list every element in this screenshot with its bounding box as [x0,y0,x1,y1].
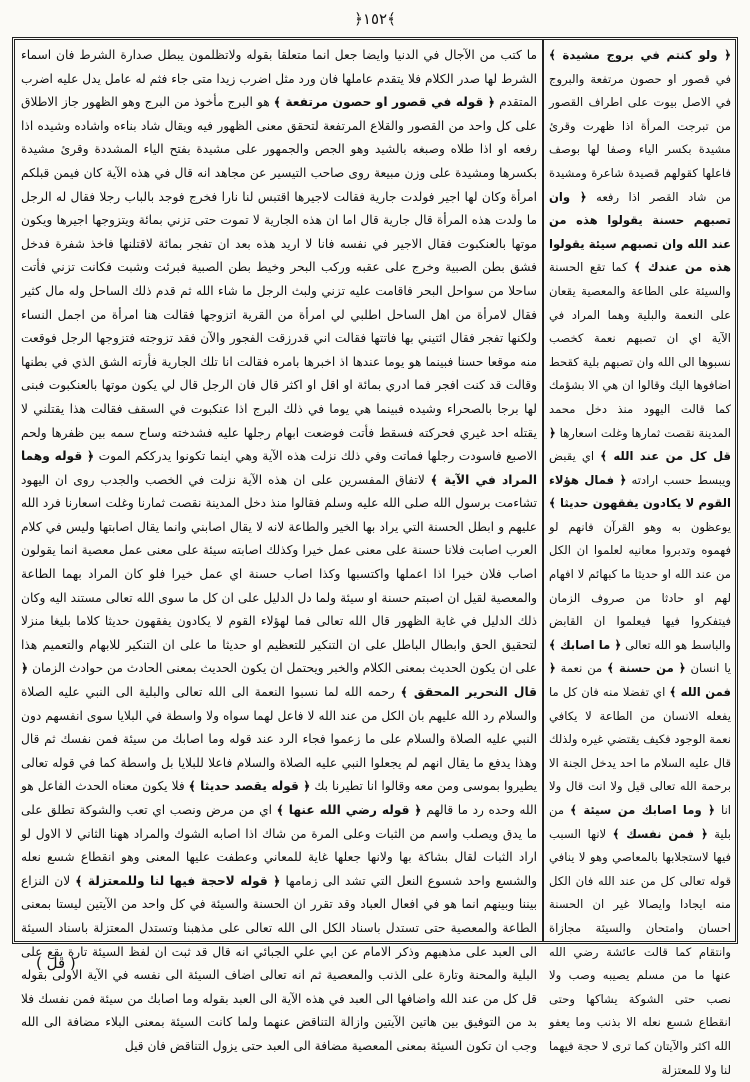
commentary-paragraph: ما كتب من الآجال في الدنيا وايضا جعل انما متعلقا بقوله ولاتظلمون يبطل صدارة الشرط فان اسماء الشرط لها صدر الكلام فلا يتقدم عاملها فان ورد مثل اضرب زيدا متى جاء فثم له عامل يدل عليه اضرب المتقدم ﴿ قوله في قصور او حصون مرتفعة ﴾ هو البرج مأخوذ من البرج وهو الظهور جاز الاطلاق على كل واحد من القصور والقلاع المرتفعة لتحقق معنى الظهور فيه ويقال شاد بناءه واشاده وشيده اذا رفعه او اذا طلاه وصبغه بالشيد وهو الجص والجمهور على مشيدة بفتح الياء المشددة وقرئ مشيدة بكسرها ومشيدة على وزن مبيعة روى صاحب التيسير عن مجاهد انه قال في هذه الآية كان فيمن قبلكم امرأة وكان لها اجير فولدت جارية فقالت لاجيرها اقتبس لنا نارا فخرج فوجد بالباب رجلا فقال له الرجل ما ولدت هذه المرأة قال جارية قال اما ان هذه الجارية لا تموت حتى تزني بمائة ويتزوجها اجيرها ويكون موتها بالعنكبوت فقال الاجير في نفسه فانا لا اريد هذه بعد ان تفجر بمائة لاقتلنها فاخذ شفرة فدخل فشق بطن الصبية وخرج على عقبه وركب البحر وخيط بطن الصبية فبرئت وشبت فكانت تزني فأتت ساحلا من سواحل البحر فاقامت عليه تزني ولبث الرجل ما شاء الله ثم قدم ذلك الساحل وله مال كثير فقال لامرأة من اهل الساحل اطلبي لي امرأة من القرية اتزوجها فقالت هنا امرأة من اجمل النساء ولكنها تفجر فقال ائتيني بها فاتتها فقالت اني قدرزقت الفجور والآن فقد تزوجته فتزوجها الرجل فوقعت منه موقعا حسنا فبينما هو يوما عندها اذ اخبرها بامره فقالت انا تلك الجارية فأرته الشق الذي في بطنها وقالت قد كنت افجر فما ادري بمائة او اقل او اكثر قال فان الرجل قال لي يكون موتها بالعنكبوت فبنى لها برجا بالصحراء وشيده فبينما هي يوما في ذلك البرج اذا عنكبوت في السقف فقالت هذا يقتلني لا يقتله احد غيري فحركته فسقط فأتت فوضعت ابهام رجلها عليه فشدخته وساح سمه بين ظفرها ولحم الاصبع فاسودت رجلها فماتت وفي ذلك نزلت هذه الآية وهي اينما تكونوا يدرككم الموت ﴿ قوله وهما المراد في الآية ﴾ لاتفاق المفسرين على ان هذه الآية نزلت في الخصب والجدب روى ان اليهود تشاءمت برسول الله صلى الله عليه وسلم فقالوا منذ دخل المدينة نقصت ثمارنا وغلت اسعارنا فرد الله عليهم و ابطل الحسنة التي يراد بها الخير والطاعة لانه لا يقال اصابني وانما يقال اصابتها وليس في كلام العرب اصابت فلانا حسنة على معنى عمل خيرا وكذلك اصابته سيئة على معنى عمل معصية انما يقولون اصاب فلان خيرا اذا اعملها واكتسبها وكذا اصاب حسنة اي عمل خيرا فلو كان المراد بهما الطاعة والمعصية لقيل ان اصبتم حسنة او سيئة ولما دل الدليل على ان كل ما سوى الله تعالى مستند اليه وكان ذلك الدليل في غاية الظهور قال الله تعالى فما لهؤلاء القوم لا يكادون يفقهون حديثا كلاما بليغا منزلا لتحقيق الحق وابطال الباطل على ان التنكير للتعظيم او حديثا ما على ان التنكير للابهام والتعميم هذا على ان يكون الحديث بمعنى الكلام والخبر ويحتمل ان يكون الحديث بمعنى الحادث من حوادث الزمان ﴿ قال النحرير المحقق ﴾ رحمه الله لما نسبوا النعمة الى الله تعالى والبلية الى النبي عليه الصلاة والسلام رد الله عليهم بان الكل من عند الله لا فاعل لهما سواه ولا واسطة في البلايا سوى انفسهم دون النبي عليه الصلاة والسلام على ما زعموا فجاء الرد عند قوله وما اصابك من سيئة فمن نفسك ثم قال وهذا يدفع ما يقال انهم لم يجعلوا النبي عليه الصلاة والسلام فاعلا للبلايا بل واسطة كما في قوله تعالى يطيروا بموسى ومن معه وقالوا انا تطيرنا بك ﴿ قوله يقصد حديثا ﴾ فلا يكون معناه الحدث الفاعل هو الله وحده رد ما قالهم ﴿ قوله رضي الله عنها ﴾ اي من مرض ونصب اي تعب والشوكة تطلق على ما يدق ويصلب واسم من الثبات وعلى المرة من شاك اذا اصابه الشوك والمراد ههنا الثاني لا الاول لو اراد الثبات لقال بشاكة بها ولانها جعلها غاية للمعاني وعطفت عليها المعنى وهو انقطاع شسع نعله والشسع واحد شسوع النعل التي تشد الى زمامها ﴿ قوله لاحجة فيها لنا وللمعتزلة ﴾ لان النزاع بيننا وبينهم انما هو في افعال العباد وقد تقرر ان الحسنة والسيئة في كل واحد من الآيتين ليستا بمعنى الطاعة والمعصية حتى تستدل باسناد الكل الى الله تعالى على مذهبنا وتستدل المعتزلة باسناد السيئة الى العبد على مذهبهم وذكر الامام عن ابي علي الجبائي انه قال قد ثبت ان لفظ السيئة تارة يقع على البلية والمحنة وتارة على الذنب والمعصية ثم انه تعالى اضاف السيئة الى نفسه في الآية الاولى بقوله قل كل من عند الله واضافها الى العبد في هذه الآية الى العبد بقوله وما اصابك من سيئة فمن نفسك فلا بد من التوفيق بين هاتين الآيتين وازالة التناقض عنهما ولما كانت السيئة بمعنى البلاء مضافة الى الله وجب ان تكون السيئة بمعنى المعصية مضافة الى العبد حتى يزول التناقض فان قيل [21,48,538,1053]
page-frame [12,37,738,1077]
column-divider [542,40,544,941]
commentary-column [21,44,538,1053]
page-number: ﴿١٥٢﴾ [354,10,396,28]
tafsir-paragraph: ﴿ ولو كنتم في بروج مشيدة ﴾ في قصور او حصون مرتفعة والبروج في الاصل بيوت على اطراف القصور من تبرجت المرأة اذا ظهرت وقرئ مشيدة بكسر الياء وصفا لها بوصف فاعلها كقولهم قصيدة شاعرة ومشيدة من شاد القصر اذا رفعه ﴿ وان تصبهم حسنة يقولوا هذه من عند الله وان تصبهم سيئة يقولوا هذه من عندك ﴾ كما تقع الحسنة والسيئة على الطاعة والمعصية يقعان على النعمة والبلية وهما المراد في الآية اي ان تصبهم نعمة كخصب نسبوها الى الله وان تصبهم بلية كقحط اضافوها اليك وقالوا ان هي الا بشؤمك كما قالت اليهود منذ دخل محمد المدينة نقصت ثمارها وغلت اسعارها ﴿ قل كل من عند الله ﴾ اي يقبض ويبسط حسب ارادته ﴿ فمال هؤلاء القوم لا يكادون يفقهون حديثا ﴾ يوعظون به وهو القرآن فانهم لو فهموه وتدبروا معانيه لعلموا ان الكل من عند الله او حديثا ما كبهائم لا افهام لهم او حادثا من صروف الزمان فيتفكروا فيها فيعلموا ان القابض والباسط هو الله تعالى ﴿ ما اصابك ﴾ يا انسان ﴿ من حسنة ﴾ من نعمة ﴿ فمن الله ﴾ اي تفضلا منه فان كل ما يفعله الانسان من الطاعة لا يكافي نعمة الوجود فكيف يقتضي غيره ولذلك قال عليه السلام ما احد يدخل الجنة الا برحمة الله تعالى قيل ولا انت قال ولا انا ﴿ وما اصابك من سيئة ﴾ من بلية ﴿ فمن نفسك ﴾ لانها السبب فيها لاستجلابها بالمعاصي وهو لا ينافي قوله تعالى كل من عند الله فان الكل منه ايجادا وايصالا غير ان الحسنة احسان وامتحان والسيئة مجازاة وانتقام كما قالت عائشة رضي الله عنها ما من مسلم يصيبه وصب ولا نصب حتى الشوكة يشاكها وحتى انقطاع شسع نعله الا بذنب وما يعفو الله اكثر والآيتان كما ترى لا حجة فيهما لنا ولا للمعتزلة [549,48,732,1077]
catchword: ( قل ) [36,954,76,972]
tafsir-column [549,44,732,1077]
